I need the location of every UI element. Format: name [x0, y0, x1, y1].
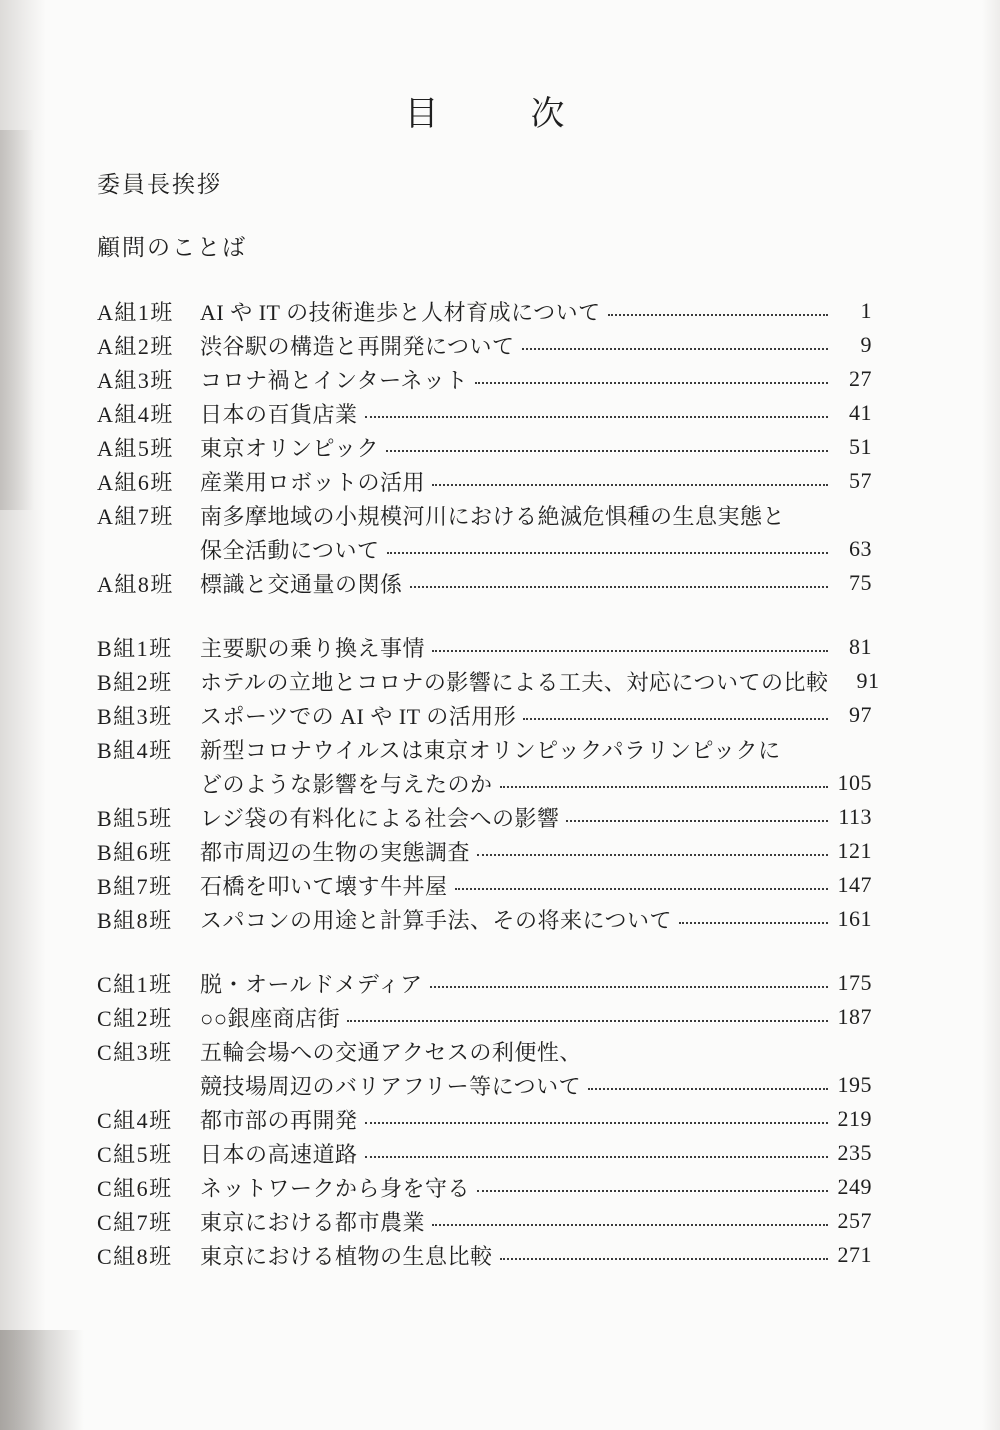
- dotted-leader: [679, 922, 828, 924]
- dotted-leader: [432, 1224, 828, 1226]
- page-title: [97, 86, 872, 135]
- dotted-leader: [500, 1258, 828, 1260]
- toc-entry-row: [97, 566, 872, 600]
- toc-entry-title: AI や IT の技術進歩と人材育成について: [200, 299, 601, 325]
- toc-entry-page-number: 9: [860, 332, 872, 357]
- toc-entry-row: [97, 966, 872, 1000]
- toc-entry-title: 五輪会場への交通アクセスの利便性、: [200, 1039, 582, 1065]
- toc-entry-row: [97, 294, 872, 328]
- toc-entry-row: [97, 800, 872, 834]
- toc-entry-title: 新型コロナウイルスは東京オリンピックパラリンピックに: [200, 737, 781, 763]
- dotted-leader: [347, 1020, 828, 1022]
- toc-section: [97, 630, 880, 936]
- toc-entry-page-number: 41: [849, 400, 872, 425]
- toc-entry-row: [97, 630, 872, 664]
- toc-entry-group-label: B組3班: [97, 703, 173, 729]
- toc-entry-page-number: 257: [837, 1208, 872, 1233]
- toc-entry-title: ネットワークから身を守る: [200, 1175, 471, 1201]
- toc-entry-title: 石橋を叩いて壊す牛丼屋: [200, 873, 448, 899]
- toc-entry-group-label: B組7班: [97, 873, 173, 899]
- toc-entry-page-number: 75: [849, 570, 872, 595]
- toc-entry-page-number: 1: [860, 298, 872, 323]
- toc-entry-page-number: 271: [837, 1242, 872, 1267]
- toc-entry-row: [97, 1204, 872, 1238]
- toc-entry-row: [97, 902, 872, 936]
- toc-entry-title: 都市部の再開発: [200, 1107, 358, 1133]
- toc-entry-group-label: C組8班: [97, 1243, 173, 1269]
- toc-entry-group-label: B組5班: [97, 805, 173, 831]
- dotted-leader: [386, 450, 828, 452]
- toc-entry-page-number: 187: [837, 1004, 872, 1029]
- toc-entry-group-label: C組7班: [97, 1209, 173, 1235]
- toc-entry-row: [97, 1000, 872, 1034]
- toc-entry-title: 主要駅の乗り換え事情: [200, 635, 426, 661]
- toc-entry-group-label: A組1班: [97, 299, 174, 325]
- toc-entry-page-number: 91: [856, 668, 880, 693]
- toc-entry-row: [97, 868, 872, 902]
- toc-list: [97, 294, 880, 1272]
- toc-entry-row: [97, 362, 872, 396]
- toc-entry-title: どのような影響を与えたのか: [200, 771, 493, 797]
- toc-entry-row: [97, 1034, 872, 1068]
- dotted-leader: [477, 854, 828, 856]
- toc-entry-title: 保全活動について: [200, 537, 380, 563]
- toc-entry-title: 渋谷駅の構造と再開発について: [200, 333, 515, 359]
- toc-entry-title: 都市周辺の生物の実態調査: [200, 839, 471, 865]
- toc-entry-group-label: C組5班: [97, 1141, 173, 1167]
- dotted-leader: [365, 1122, 828, 1124]
- toc-entry-row: [97, 430, 872, 464]
- toc-entry-title: 日本の百貨店業: [200, 401, 358, 427]
- scan-shadow-right: [982, 0, 1000, 1430]
- toc-entry-row: [97, 834, 872, 868]
- toc-entry-row: [97, 464, 872, 498]
- toc-entry-group-label: A組6班: [97, 469, 174, 495]
- dotted-leader: [522, 348, 828, 350]
- dotted-leader: [432, 484, 828, 486]
- toc-section: [97, 966, 872, 1272]
- toc-entry-title: スポーツでの AI や IT の活用形: [200, 703, 517, 729]
- toc-entry-title: レジ袋の有料化による社会への影響: [200, 805, 560, 831]
- toc-entry-row: [97, 1170, 872, 1204]
- toc-entry-row: [97, 1238, 872, 1272]
- front-matter-advisor-words: 顧問のことば: [97, 235, 247, 260]
- toc-entry-title: スパコンの用途と計算手法、その将来について: [200, 907, 673, 933]
- toc-entry-title: 日本の高速道路: [200, 1141, 358, 1167]
- toc-entry-group-label: B組1班: [97, 635, 173, 661]
- toc-entry-group-label: C組2班: [97, 1005, 173, 1031]
- dotted-leader: [475, 382, 828, 384]
- toc-entry-title: 東京オリンピック: [200, 435, 380, 461]
- dotted-leader: [432, 650, 828, 652]
- toc-entry-page-number: 249: [837, 1174, 872, 1199]
- toc-entry-group-label: A組8班: [97, 571, 174, 597]
- scan-shadow-left: [0, 0, 46, 1430]
- toc-entry-row: [97, 1068, 872, 1102]
- toc-entry-page-number: 97: [849, 702, 872, 727]
- toc-entry-title: 東京における都市農業: [200, 1209, 426, 1235]
- toc-entry-page-number: 219: [837, 1106, 872, 1131]
- toc-entry-page-number: 161: [837, 906, 872, 931]
- toc-entry-row: [97, 1102, 872, 1136]
- toc-entry-row: [97, 532, 872, 566]
- toc-section: [97, 294, 872, 600]
- toc-entry-page-number: 81: [849, 634, 872, 659]
- dotted-leader: [500, 786, 828, 788]
- toc-entry-group-label: B組4班: [97, 737, 173, 763]
- toc-entry-title: ホテルの立地とコロナの影響による工夫、対応についての比較: [200, 669, 829, 695]
- toc-entry-page-number: 175: [837, 970, 872, 995]
- toc-entry-title: コロナ禍とインターネット: [200, 367, 469, 393]
- toc-entry-row: [97, 766, 872, 800]
- toc-entry-group-label: B組6班: [97, 839, 173, 865]
- toc-entry-page-number: 147: [837, 872, 872, 897]
- toc-entry-page-number: 235: [837, 1140, 872, 1165]
- toc-entry-title: 標識と交通量の関係: [200, 571, 403, 597]
- toc-entry-page-number: 121: [837, 838, 872, 863]
- toc-entry-row: [97, 396, 872, 430]
- toc-entry-row: [97, 698, 872, 732]
- toc-entry-row: [97, 732, 872, 766]
- toc-entry-page-number: 113: [838, 804, 872, 829]
- toc-entry-title: 東京における植物の生息比較: [200, 1243, 493, 1269]
- toc-entry-group-label: C組4班: [97, 1107, 173, 1133]
- toc-entry-page-number: 105: [837, 770, 872, 795]
- toc-entry-group-label: B組8班: [97, 907, 173, 933]
- dotted-leader: [566, 820, 828, 822]
- toc-entry-row: [97, 664, 880, 698]
- dotted-leader: [430, 986, 828, 988]
- toc-entry-title: 脱・オールドメディア: [200, 971, 423, 997]
- toc-entry-row: [97, 328, 872, 362]
- dotted-leader: [523, 718, 828, 720]
- toc-entry-group-label: A組4班: [97, 401, 174, 427]
- dotted-leader: [477, 1190, 828, 1192]
- toc-entry-page-number: 195: [837, 1072, 872, 1097]
- toc-entry-title: 競技場周辺のバリアフリー等について: [200, 1073, 582, 1099]
- toc-entry-title: 産業用ロボットの活用: [200, 469, 426, 495]
- toc-entry-page-number: 27: [849, 366, 872, 391]
- toc-entry-group-label: A組2班: [97, 333, 174, 359]
- toc-entry-title: ○○銀座商店街: [200, 1005, 341, 1031]
- dotted-leader: [608, 314, 828, 316]
- toc-entry-group-label: B組2班: [97, 669, 173, 695]
- page-title-char-first: 目: [404, 96, 439, 133]
- dotted-leader: [588, 1088, 828, 1090]
- toc-entry-group-label: A組3班: [97, 367, 174, 393]
- toc-entry-page-number: 57: [849, 468, 872, 493]
- dotted-leader: [387, 552, 828, 554]
- scan-shadow-left-bottom: [0, 1330, 120, 1430]
- dotted-leader: [410, 586, 828, 588]
- toc-entry-group-label: C組1班: [97, 971, 173, 997]
- toc-entry-row: [97, 498, 872, 532]
- toc-entry-group-label: A組5班: [97, 435, 174, 461]
- toc-entry-row: [97, 1136, 872, 1170]
- scan-shadow-left-top: [0, 130, 34, 510]
- toc-entry-title: 南多摩地域の小規模河川における絶滅危惧種の生息実態と: [200, 503, 786, 529]
- dotted-leader: [365, 416, 828, 418]
- toc-entry-group-label: C組3班: [97, 1039, 173, 1065]
- dotted-leader: [365, 1156, 828, 1158]
- toc-entry-group-label: C組6班: [97, 1175, 173, 1201]
- toc-entry-page-number: 51: [849, 434, 872, 459]
- page-title-char-second: 次: [530, 96, 565, 133]
- front-matter-chair-greeting: 委員長挨拶: [97, 172, 222, 197]
- dotted-leader: [455, 888, 828, 890]
- toc-entry-group-label: A組7班: [97, 503, 174, 529]
- toc-entry-page-number: 63: [849, 536, 872, 561]
